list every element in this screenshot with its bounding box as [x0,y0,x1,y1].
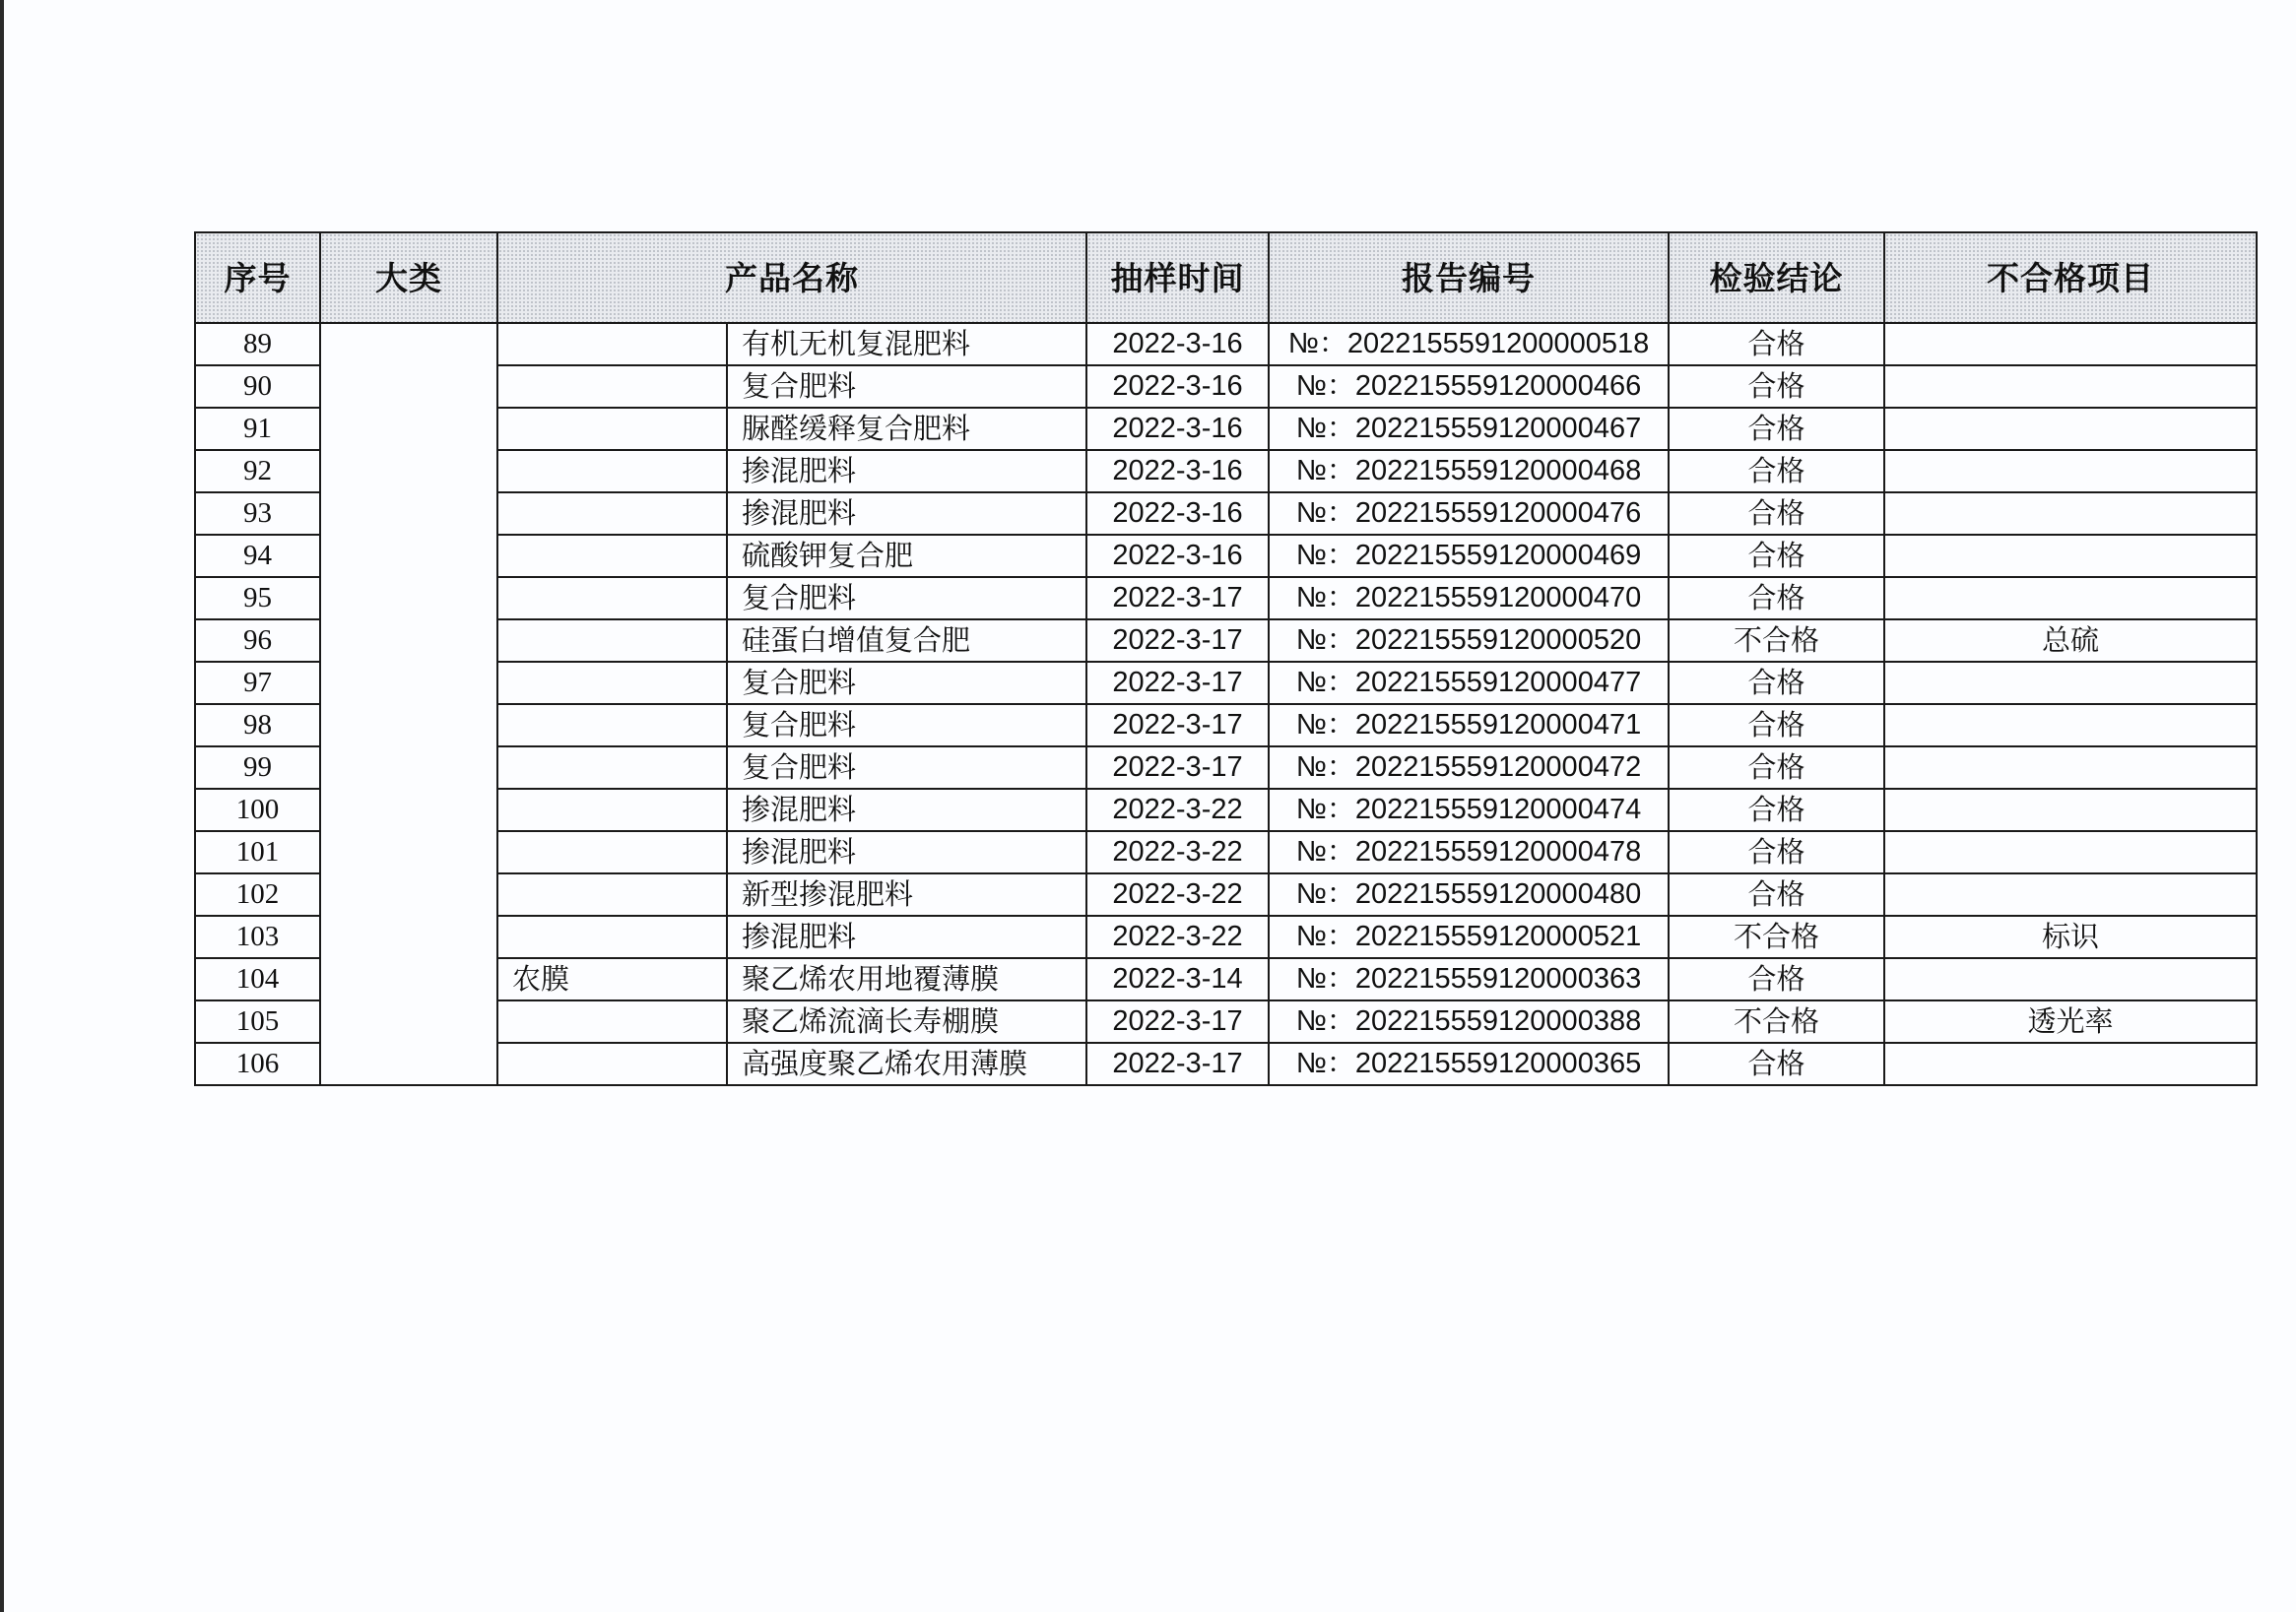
row-conclusion: 合格 [1669,450,1884,492]
table-row [195,408,2257,450]
row-product-name: 复合肥料 [727,662,1086,704]
row-report-number: №：202215559120000478 [1269,831,1669,873]
row-conclusion: 合格 [1669,704,1884,746]
row-product-name: 复合肥料 [727,365,1086,408]
row-seq: 101 [195,831,320,873]
row-seq: 89 [195,323,320,365]
row-seq: 90 [195,365,320,408]
row-product-name: 硫酸钾复合肥 [727,535,1086,577]
row-failed-items [1884,408,2257,450]
header-conclusion: 检验结论 [1669,232,1884,323]
row-conclusion: 合格 [1669,831,1884,873]
row-subcategory [497,831,727,873]
row-subcategory [497,704,727,746]
row-sample-date: 2022-3-22 [1086,789,1269,831]
row-sample-date: 2022-3-22 [1086,916,1269,958]
row-report-number: №：202215559120000521 [1269,916,1669,958]
row-report-number: №：2022155591200000518 [1269,323,1669,365]
row-seq: 97 [195,662,320,704]
row-subcategory [497,365,727,408]
row-product-name: 掺混肥料 [727,450,1086,492]
category-cell [320,323,497,1085]
row-report-number: №：202215559120000472 [1269,746,1669,789]
row-sample-date: 2022-3-17 [1086,577,1269,619]
row-subcategory [497,323,727,365]
row-report-number: №：202215559120000520 [1269,619,1669,662]
row-subcategory [497,619,727,662]
table-row [195,789,2257,831]
row-failed-items [1884,746,2257,789]
row-conclusion: 合格 [1669,365,1884,408]
table-row [195,916,2257,958]
row-subcategory [497,916,727,958]
row-sample-date: 2022-3-17 [1086,1000,1269,1043]
row-product-name: 新型掺混肥料 [727,873,1086,916]
row-sample-date: 2022-3-22 [1086,873,1269,916]
row-product-name: 复合肥料 [727,577,1086,619]
row-subcategory [497,577,727,619]
row-conclusion: 合格 [1669,746,1884,789]
row-conclusion: 不合格 [1669,619,1884,662]
row-seq: 104 [195,958,320,1000]
row-seq: 106 [195,1043,320,1085]
row-product-name: 聚乙烯农用地覆薄膜 [727,958,1086,1000]
row-sample-date: 2022-3-16 [1086,535,1269,577]
row-report-number: №：202215559120000471 [1269,704,1669,746]
row-conclusion: 合格 [1669,789,1884,831]
row-seq: 91 [195,408,320,450]
row-failed-items [1884,1043,2257,1085]
row-report-number: №：202215559120000467 [1269,408,1669,450]
row-conclusion: 合格 [1669,1043,1884,1085]
row-sample-date: 2022-3-16 [1086,408,1269,450]
table-row [195,704,2257,746]
row-conclusion: 合格 [1669,958,1884,1000]
row-subcategory [497,1043,727,1085]
table-row [195,746,2257,789]
row-product-name: 掺混肥料 [727,789,1086,831]
row-failed-items: 透光率 [1884,1000,2257,1043]
row-seq: 95 [195,577,320,619]
row-sample-date: 2022-3-16 [1086,323,1269,365]
row-failed-items [1884,704,2257,746]
table-row [195,1043,2257,1085]
row-sample-date: 2022-3-17 [1086,746,1269,789]
header-sample-date: 抽样时间 [1086,232,1269,323]
row-subcategory [497,746,727,789]
row-product-name: 掺混肥料 [727,916,1086,958]
row-failed-items: 标识 [1884,916,2257,958]
table-header-row [195,232,2257,323]
table-row [195,492,2257,535]
header-seq: 序号 [195,232,320,323]
row-seq: 105 [195,1000,320,1043]
table-row [195,365,2257,408]
row-report-number: №：202215559120000470 [1269,577,1669,619]
row-report-number: №：202215559120000480 [1269,873,1669,916]
table-row [195,873,2257,916]
row-report-number: №：202215559120000365 [1269,1043,1669,1085]
row-subcategory [497,873,727,916]
row-seq: 102 [195,873,320,916]
row-product-name: 掺混肥料 [727,492,1086,535]
row-product-name: 硅蛋白增值复合肥 [727,619,1086,662]
row-failed-items [1884,662,2257,704]
row-product-name: 聚乙烯流滴长寿棚膜 [727,1000,1086,1043]
row-conclusion: 不合格 [1669,1000,1884,1043]
row-failed-items [1884,492,2257,535]
row-conclusion: 合格 [1669,873,1884,916]
row-seq: 94 [195,535,320,577]
row-failed-items [1884,873,2257,916]
header-category: 大类 [320,232,497,323]
row-subcategory [497,789,727,831]
row-sample-date: 2022-3-17 [1086,619,1269,662]
row-report-number: №：202215559120000474 [1269,789,1669,831]
row-report-number: №：202215559120000363 [1269,958,1669,1000]
row-subcategory [497,662,727,704]
row-sample-date: 2022-3-17 [1086,1043,1269,1085]
row-failed-items: 总硫 [1884,619,2257,662]
row-product-name: 复合肥料 [727,746,1086,789]
row-product-name: 高强度聚乙烯农用薄膜 [727,1043,1086,1085]
row-subcategory: 农膜 [497,958,727,1000]
row-failed-items [1884,958,2257,1000]
row-report-number: №：202215559120000388 [1269,1000,1669,1043]
row-conclusion: 合格 [1669,323,1884,365]
row-failed-items [1884,323,2257,365]
row-report-number: №：202215559120000477 [1269,662,1669,704]
row-seq: 98 [195,704,320,746]
row-sample-date: 2022-3-14 [1086,958,1269,1000]
header-product-name: 产品名称 [497,232,1086,323]
row-failed-items [1884,535,2257,577]
row-report-number: №：202215559120000469 [1269,535,1669,577]
row-product-name: 掺混肥料 [727,831,1086,873]
row-report-number: №：202215559120000476 [1269,492,1669,535]
row-sample-date: 2022-3-17 [1086,662,1269,704]
row-subcategory [497,450,727,492]
row-failed-items [1884,789,2257,831]
row-sample-date: 2022-3-16 [1086,450,1269,492]
header-failed-items: 不合格项目 [1884,232,2257,323]
row-report-number: №：202215559120000468 [1269,450,1669,492]
table-row [195,577,2257,619]
inspection-results-table [194,231,2258,1086]
table-row [195,958,2257,1000]
table-row [195,1000,2257,1043]
row-seq: 96 [195,619,320,662]
header-report-number: 报告编号 [1269,232,1669,323]
row-subcategory [497,408,727,450]
table-row [195,450,2257,492]
row-conclusion: 合格 [1669,662,1884,704]
table-body [195,323,2257,1085]
row-seq: 92 [195,450,320,492]
row-failed-items [1884,450,2257,492]
row-report-number: №：202215559120000466 [1269,365,1669,408]
row-failed-items [1884,365,2257,408]
row-seq: 93 [195,492,320,535]
row-subcategory [497,535,727,577]
row-product-name: 复合肥料 [727,704,1086,746]
row-sample-date: 2022-3-16 [1086,365,1269,408]
row-subcategory [497,492,727,535]
row-conclusion: 合格 [1669,535,1884,577]
scan-page-edge [0,0,4,1612]
row-conclusion: 不合格 [1669,916,1884,958]
row-conclusion: 合格 [1669,577,1884,619]
table-row [195,535,2257,577]
row-conclusion: 合格 [1669,492,1884,535]
row-seq: 103 [195,916,320,958]
table-row [195,323,2257,365]
row-product-name: 有机无机复混肥料 [727,323,1086,365]
row-failed-items [1884,831,2257,873]
row-sample-date: 2022-3-16 [1086,492,1269,535]
row-seq: 99 [195,746,320,789]
row-sample-date: 2022-3-22 [1086,831,1269,873]
row-product-name: 脲醛缓释复合肥料 [727,408,1086,450]
row-subcategory [497,1000,727,1043]
table-row [195,662,2257,704]
row-sample-date: 2022-3-17 [1086,704,1269,746]
row-conclusion: 合格 [1669,408,1884,450]
table-row [195,619,2257,662]
row-seq: 100 [195,789,320,831]
row-failed-items [1884,577,2257,619]
table-row [195,831,2257,873]
